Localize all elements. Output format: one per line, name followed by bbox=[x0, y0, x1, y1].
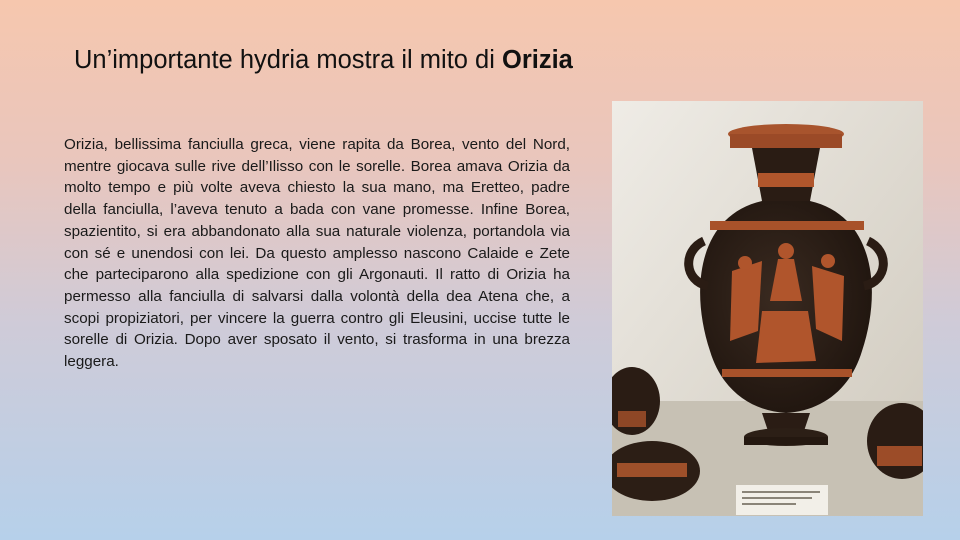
hydria-photo bbox=[612, 101, 923, 516]
body-paragraph: Orizia, bellissima fanciulla greca, viene rapita da Borea, vento del Nord, mentre giocava sulle rive dell’Ilisso con le sorelle. Borea amava Orizia da molto tempo e più volte aveva chiesto la sua mano, ma Eretteo, padre della fanciulla, l’aveva tenuto a bada con vane promesse. Infine Borea, spazientito, si era abbandonato alla sua naturale violenza, portandola via con sé e unendosi con lei. Da questo amplesso nascono Calaide e Zete che parteciparono alla spedizione con gli Argonauti. Il ratto di Orizia ha permesso alla fanciulla di salvarsi dalla volontà della dea Atena che, a scopi propiziatori, per vincere la guerra contro gli Eleusini, uccise tutte le sorelle di Orizia. Dopo aver sposato il vento, si trasforma in una brezza leggera. bbox=[64, 136, 570, 371]
title-emphasis: Orizia bbox=[501, 46, 573, 74]
title-prefix: Un’importante hydria mostra il mito di bbox=[74, 46, 502, 74]
hydria-vase-illustration bbox=[612, 101, 923, 516]
slide-title bbox=[74, 46, 714, 75]
